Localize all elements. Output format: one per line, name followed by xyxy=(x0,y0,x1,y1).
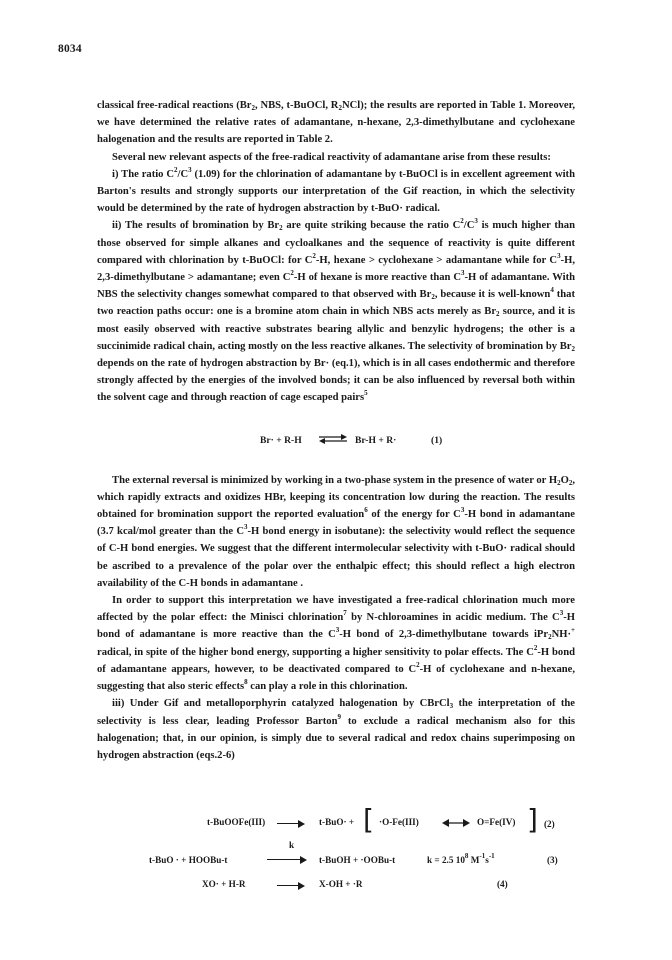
resonance-arrow-icon xyxy=(442,817,470,829)
paragraph-5: The external reversal is minimized by working in a two-phase system in the presence of water or $H_2O_2$, which rapidly extracts and oxidizes HBr, keeping its concentration low during the reaction. The results obtained for bromination support the reported evaluation$^6$ of the energy for $C^3-H$ bond in adamantane (3.7 kcal/mol greater than the $C^3-H$ bond energy in isobutane): the selectivity would reflect the sequence of C-H bond energies. We suggest that the different intermolecular selectivity with t-BuO· radical should be ascribed to a prevalence of the polar over the enthalpic effect; this should reflect a high electron availability of the C-H bonds in adamantane . xyxy=(97,474,575,589)
paragraph-6: In order to support this interpretation we have investigated a free-radical chlorination much more affected by the polar effect: the Minisci chlorination$^7$ by N-chloroamines in acidic medium. The $C^3-H$ bond of adamantane is more reactive than the $C^3-H$ bond of 2,3-dimethylbutane towards iPr$_2$NH·+ radical, in spite of the higher bond energy, supporting a higher sensitivity to polar effects. The $C^2-H$ bond of adamantane appears, however, to be deactivated compared to $C^2-H$ of cyclohexane and n-hexane, suggesting that also steric effects$^8$ can play a role in this chlorination. xyxy=(97,595,576,693)
eq4-number: (4) xyxy=(497,879,508,889)
page-number: 8034 xyxy=(58,43,82,55)
article-body xyxy=(97,97,575,764)
arrow-right-icon xyxy=(277,885,303,886)
paragraph-2: Several new relevant aspects of the free-radical reactivity of adamantane arise from these results: xyxy=(112,151,551,163)
eq4-rhs: X-OH + ·R xyxy=(319,879,363,889)
eq1-rhs: Br-H + R· xyxy=(355,434,397,446)
eq3-rate-constant: k xyxy=(289,840,295,850)
eq3-rate: k = 2.5 $10^8$ $M^{-1}s^{-1}$ xyxy=(427,852,495,865)
eq2-lhs: t-BuOOFe(III) xyxy=(207,817,266,827)
equations-block xyxy=(97,805,575,915)
eq3-number: (3) xyxy=(547,855,558,865)
eq3-rhs: t-BuOH + ·OOBu-t xyxy=(319,855,396,865)
eq2-product-2: ·O-Fe(III) xyxy=(379,817,419,827)
paragraph-7: iii) Under Gif and metalloporphyrin catalyzed halogenation by CBrCl$_3$ the interpretation of the selectivity is less clear, leading Professor Barton$^9$ to exclude a radical mechanism also for this halogenation; that, in our opinion, is simply due to several radical and redox chains superimposing on hydrogen abstraction (eqs.2-6) xyxy=(97,698,575,761)
paragraph-4: ii) The results of bromination by $Br_2$ are quite striking because the ratio $C^2/C^3$ is much higher than those observed for simple alkanes and cycloalkanes and the sequence of reactivity is quite different compared with chlorination by t-BuOCl: for $C^2-H$, hexane > cyclohexane > adamantane while for $C^3-H$, 2,3-dimethylbutane > adamantane; even $C^2-H$ of hexane is more reactive than $C^3-H$ of adamantane. With NBS the selectivity changes somewhat compared to that observed with $Br_2$, because it is well-known$^4$ that two reaction paths occur: one is a bromine atom chain in which NBS acts merely as $Br_2$ source, and it is most easily observed with reactive substrates bearing allylic and benzylic hydrogens; the other is a succinimide radical chain, acting mostly on the less reactive alkanes. The selectivity of bromination by $Br_2$ depends on the rate of hydrogen abstraction by Br· (eq.1), which is in all cases endothermic and therefore strongly affected by the energies of the involved bonds; it can be also influenced by reversal both within the solvent cage and through reaction of cage escaped pairs$^5$ xyxy=(97,217,576,404)
eq2-number: (2) xyxy=(544,819,555,829)
paragraph-3: i) The ratio $C^2/C^3$ (1.09) for the chlorination of adamantane by t-BuOCl is in excellent agreement with Barton's results and strongly supports our interpretation of the Gif reaction, in which the selectivity would be determined by the rate of hydrogen abstraction by t-BuO· radical. xyxy=(97,165,575,215)
eq3-lhs: t-BuO · + HOOBu-t xyxy=(149,855,228,865)
arrow-right-icon xyxy=(267,859,305,860)
equilibrium-arrow-icon xyxy=(317,433,349,445)
right-bracket-icon: ] xyxy=(527,803,538,836)
eq1-number: (1) xyxy=(431,434,443,446)
arrow-right-icon xyxy=(277,823,303,824)
eq4-lhs: XO· + H-R xyxy=(202,879,246,889)
left-bracket-icon: [ xyxy=(363,803,374,836)
eq2-product-1: t-BuO· + xyxy=(319,817,355,827)
paragraph-1: classical free-radical reactions ($Br_2$, NBS, t-BuOCl, $R_2NCl$); the results are reported in Table 1. Moreover, we have determined the relative rates of adamantane, n-hexane, 2,3-dimethylbutane and cyclohexane halogenation and the results are reported in Table 2. xyxy=(97,100,575,146)
eq2-product-3: O=Fe(IV) xyxy=(477,817,516,827)
equation-1 xyxy=(97,432,575,454)
eq1-lhs: Br· + R-H xyxy=(260,434,302,446)
